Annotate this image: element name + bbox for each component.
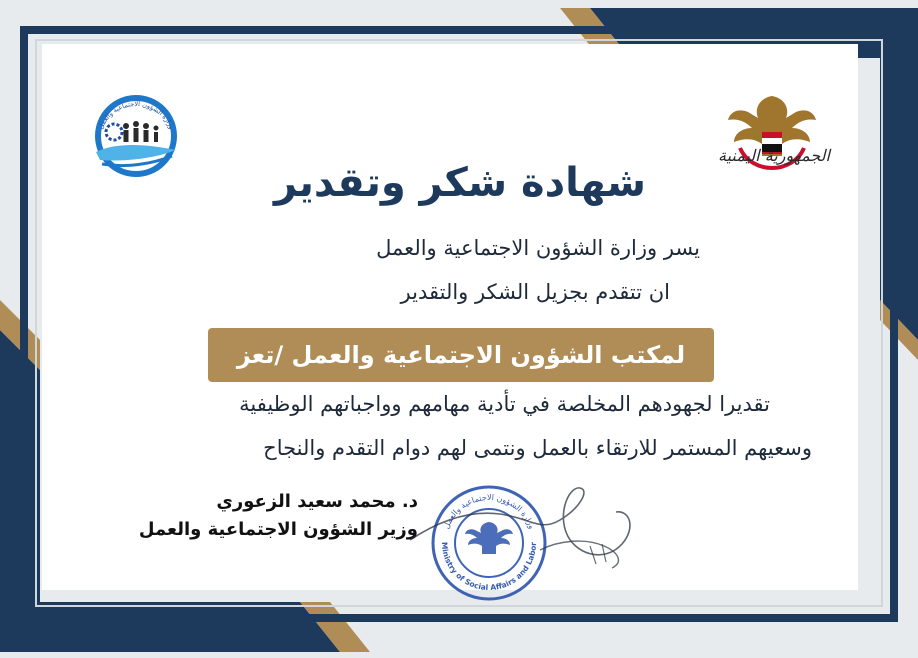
signature-icon bbox=[390, 480, 650, 580]
stamp-arabic-text: وزارة الشؤون الاجتماعية والعمل bbox=[441, 492, 537, 531]
intro-line-1: يسر وزارة الشؤون الاجتماعية والعمل bbox=[376, 236, 700, 260]
recipient-name: لمكتب الشؤون الاجتماعية والعمل /تعز bbox=[236, 341, 686, 369]
logo-arc-text: وزارة الشؤون الاجتماعية والعمل bbox=[96, 99, 176, 131]
recipient-banner bbox=[208, 328, 714, 382]
ministry-logo-icon bbox=[86, 92, 186, 182]
signer-block bbox=[100, 488, 418, 544]
certificate-title: شهادة شكر وتقدير bbox=[274, 160, 646, 206]
signer-title: وزير الشؤون الاجتماعية والعمل bbox=[138, 519, 418, 540]
body-line-2: وسعيهم المستمر للارتقاء بالعمل ونتمى لهم دوام التقدم والنجاح bbox=[263, 436, 812, 460]
signer-name: د. محمد سعيد الزعوري bbox=[216, 491, 418, 512]
emblem-caption: الجمهورية اليمنية bbox=[717, 146, 830, 165]
intro-line-2: ان تتقدم بجزيل الشكر والتقدير bbox=[400, 280, 670, 304]
body-line-1: تقديرا لجهودهم المخلصة في تأدية مهامهم وواجباتهم الوظيفية bbox=[239, 392, 770, 416]
stamp-english-text: Ministry of Social Affairs and Labor bbox=[439, 541, 539, 593]
